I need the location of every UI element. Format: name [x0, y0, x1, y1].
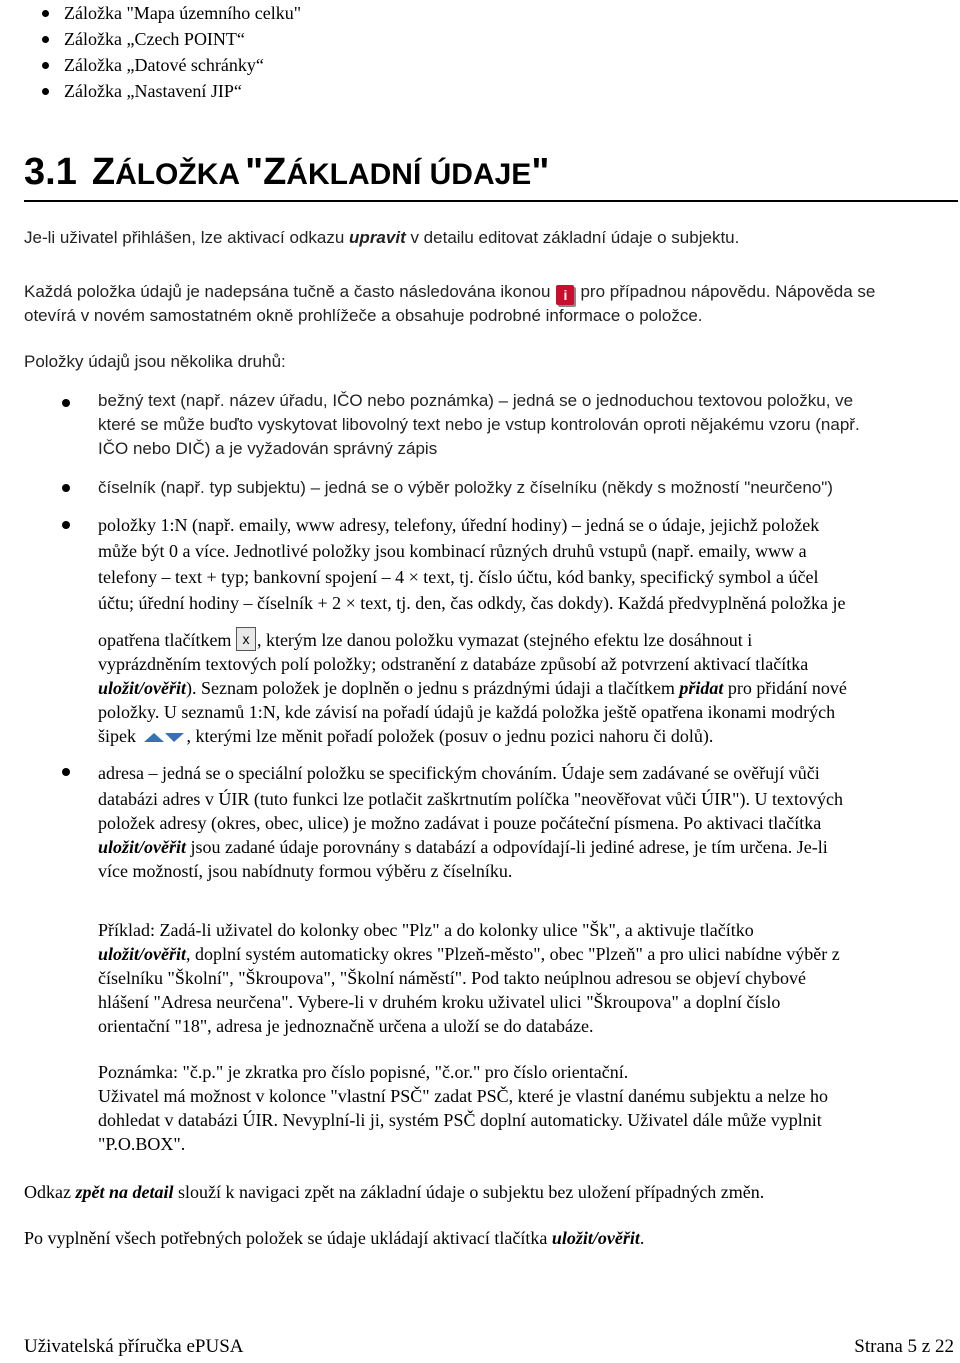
text: Po vyplnění všech potřebných položek se údaje ukládají aktivací tlačítka [24, 1228, 552, 1248]
text: položky. U seznamů 1:N, kde závisí na pořadí údajů je každá položka ještě opatřena ikonami modrých [98, 702, 836, 722]
text: Odkaz [24, 1182, 76, 1202]
x-icon[interactable]: x [236, 627, 256, 651]
text: IČO nebo DIČ) a je vyžadován správný zápis [98, 439, 438, 458]
list-item: Záložka „Nastavení JIP“ [64, 81, 242, 101]
text: opatřena tlačítkem [98, 630, 236, 650]
example-text: orientační "18", adresa je jednoznačně určena a uloží se do databáze. [98, 1016, 594, 1036]
text: . [639, 1228, 645, 1248]
text: položky 1:N (např. emaily, www adresy, telefony, úřední hodiny) – jedná se o údaje, jejichž položek [98, 515, 820, 535]
text: účtu; úřední hodiny – číselník + 2 × text, tj. den, čas odkdy, čas dokdy). Každá předvyplněná položka je [98, 593, 846, 613]
text: jsou zadané údaje porovnány s databází a odpovídají-li jediné adrese, je tím určena. Je-li [186, 837, 828, 857]
heading-text: ÁKLADNÍ ÚDAJE [286, 158, 532, 191]
text: bežný text (např. název úřadu, IČO nebo poznámka) – jedná se o jednoduchou textovou položku, ve [98, 391, 854, 410]
text: které se může buďto vyskytovat libovolný text nebo je vstup kontrolován oproti nějakému vzoru (např. [98, 415, 860, 434]
heading-text: Z [91, 151, 116, 193]
example-text: hlášení "Adresa neurčena". Vybere-li v druhém kroku uživatel ulici "Škroupova" a doplní číslo [98, 992, 781, 1012]
save-verify-label: uložit/ověřit [551, 1228, 640, 1248]
types-intro: Položky údajů jsou několika druhů: [24, 352, 286, 371]
text: šipek [98, 726, 141, 746]
text: vyprázdněním textových polí položky; odstranění z databáze způsobí až potvrzení aktivací tlačítka [98, 654, 809, 674]
edit-link[interactable]: upravit [349, 228, 406, 247]
text: adresa – jedná se o speciální položku se specifickým chováním. Údaje sem zadávané se ověřují vůči [98, 763, 820, 783]
info-icon: i [556, 285, 574, 305]
text [98, 676, 847, 700]
page-number: Strana 5 z 22 [854, 1336, 954, 1357]
text: , kterým lze danou položku vymazat (stejného efektu lze dosáhnout i [256, 630, 753, 650]
text: pro případnou nápovědu. Nápověda se [580, 282, 876, 301]
text: slouží k navigaci zpět na základní údaje o subjektu bez uložení případných změn. [173, 1182, 765, 1202]
text: telefony – text + typ; bankovní spojení – 4 × text, tj. číslo účtu, kód banky, specifický symbol a účel [98, 567, 819, 587]
text [98, 627, 752, 652]
add-label: přidat [679, 678, 724, 698]
note-text: Poznámka: "č.p." je zkratka pro číslo popisné, "č.or." pro číslo orientační. [98, 1062, 629, 1082]
arrow-up-down-icon[interactable] [143, 730, 185, 744]
heading-divider [24, 200, 958, 202]
example-text [98, 942, 840, 966]
save-paragraph [24, 1226, 644, 1250]
text: , doplní systém automaticky okres "Plzeň-město", obec "Plzeň" a pro ulici nabídne výběr z [186, 944, 840, 964]
example-text: číselníku "Školní", "Škroupova", "Školní náměstí". Pod takto neúplnou adresou se objeví chybové [98, 968, 807, 988]
note-text: dohledat v databázi ÚIR. Nevyplní-li ji, systém PSČ doplní automaticky. Uživatel dále může vyplnit [98, 1110, 822, 1130]
heading-text: "Z [245, 151, 287, 193]
list-item: Záložka „Datové schránky“ [64, 55, 264, 75]
note-text: Uživatel má možnost v kolonce "vlastní PSČ" zadat PSČ, které je vlastní danému subjektu a nelze ho [98, 1086, 829, 1106]
text: více možností, jsou nabídnuty formou výběru z číselníku. [98, 861, 513, 881]
heading-text: " [531, 151, 550, 193]
note-text: "P.O.BOX". [98, 1134, 186, 1154]
help-paragraph-line: otevírá v novém samostatném okně prohlížeče a obsahuje podrobné informace o položce. [24, 306, 703, 325]
list-item: Záložka „Czech POINT“ [64, 29, 245, 49]
section-heading [24, 148, 958, 200]
footer-title: Uživatelská příručka ePUSA [24, 1336, 244, 1357]
bullet [62, 521, 70, 529]
text: může být 0 a více. Jednotlivé položky jsou kombinací různých druhů vstupů (např. emaily, www a [98, 541, 807, 561]
save-verify-label: uložit/ověřit [98, 678, 187, 698]
list-item: Záložka "Mapa územního celku" [64, 3, 302, 23]
text: číselník (např. typ subjektu) – jedná se o výběr položky z číselníku (někdy s možností "neurčeno") [98, 478, 833, 497]
text: Každá položka údajů je nadepsána tučně a často následována ikonou [24, 282, 551, 301]
text: , kterými lze měnit pořadí položek (posuv o jednu pozici nahoru či dolů). [186, 726, 714, 746]
text: Je-li uživatel přihlášen, lze aktivací odkazu [24, 228, 350, 247]
save-verify-label: uložit/ověřit [98, 944, 187, 964]
back-to-detail-link[interactable]: zpět na detail [75, 1182, 174, 1202]
intro-paragraph [24, 226, 739, 250]
text: ). Seznam položek je doplněn o jednu s prázdnými údaji a tlačítkem [186, 678, 680, 698]
text: v detailu editovat základní údaje o subjektu. [405, 228, 740, 247]
example-text: Příklad: Zadá-li uživatel do kolonky obec "Plz" a do kolonky ulice "Šk", a aktivuje tlačítko [98, 920, 754, 940]
heading-text: ÁLOŽKA [115, 158, 241, 191]
help-paragraph [24, 280, 875, 305]
bullet [62, 768, 70, 776]
text [98, 724, 713, 748]
save-verify-label: uložit/ověřit [98, 837, 187, 857]
text: položek adresy (okres, obec, ulice) je možno zadávat i pouze počáteční písmena. Po aktivaci tlačítka [98, 813, 822, 833]
text: pro přidání nové [723, 678, 847, 698]
bullet [62, 399, 70, 407]
back-paragraph [24, 1180, 764, 1204]
heading-number: 3.1 [24, 151, 77, 193]
text [98, 835, 828, 859]
text: databázi adres v ÚIR (tuto funkci lze potlačit zaškrtnutím políčka "neověřovat vůči ÚIR"). U textových [98, 789, 843, 809]
bullet [62, 484, 70, 492]
